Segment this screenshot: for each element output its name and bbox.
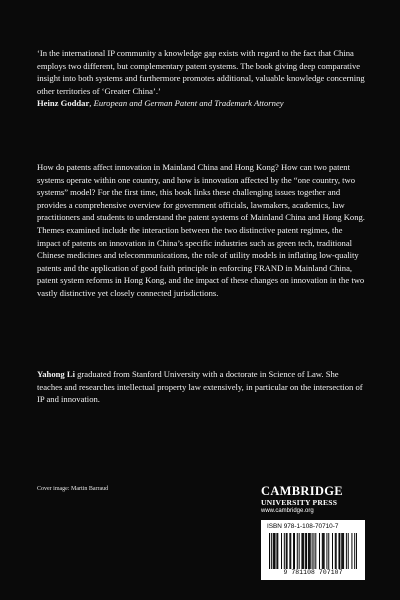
publisher-logo (261, 485, 367, 516)
endorsement-attribution: Heinz Goddar, European and German Patent and Trademark Attorney (37, 98, 284, 109)
barcode-bar (306, 533, 307, 569)
barcode-bar (338, 533, 339, 569)
cover-image-credit: Cover image: Martin Barraud (37, 486, 109, 492)
barcode-bar (322, 533, 323, 569)
publisher-name-line1: CAMBRIDGE (261, 484, 343, 498)
barcode-bar (297, 533, 298, 569)
publisher-url: www.cambridge.org (261, 508, 314, 514)
barcode-bar (351, 533, 352, 569)
barcode-bar (277, 533, 278, 569)
barcode-digits: 9 781108 707107 (283, 569, 343, 576)
barcode-bar (275, 533, 276, 569)
book-description: How do patents affect innovation in Mainland China and Hong Kong? How can two patent systems operate within one country, and how is innovation affected by the “one country, two systems” model? For the first time, this book links these challenging issues together and provides a comprehensive overview for government officials, lawmakers, academics, law practitioners and students to understand the patent systems of Mainland China and Hong Kong. Themes examined include the interaction between the two distinctive patent regimes, the impact of patents on innovation in China’s specific industries such as green tech, traditional Chinese medicines and telecommunications, the role of utility models in inflating low-quality patents and the application of good faith principle in enforcing FRAND in Mainland China, patent system reforms in Hong Kong, and the impact of these changes on innovation in the two vastly distinctive yet closely connected jurisdictions. (37, 162, 365, 298)
barcode-bar (287, 533, 288, 569)
barcode-bar (356, 533, 357, 569)
endorsement-quote: ‘In the international IP community a knowledge gap exists with regard to the fact that China employs two different, but complementary patent systems. The book giving deep comparative insight into both systems and furthermore promotes additional, valuable knowledge concerning other territories of ‘Greater China’.’ (37, 48, 365, 96)
barcode-bar (326, 533, 327, 569)
barcode-bar (335, 533, 336, 569)
barcode-bar (342, 533, 343, 569)
author-bio (37, 368, 365, 406)
isbn-barcode (261, 520, 365, 580)
barcode-bar (341, 533, 342, 569)
barcode-bar (273, 533, 274, 569)
barcode-bar (348, 533, 349, 569)
endorser-name: Heinz Goddar (37, 98, 90, 109)
endorsement-block (37, 47, 365, 110)
barcode-bar (319, 533, 320, 569)
barcode-bar (274, 533, 275, 569)
publisher-name-line2: UNIVERSITY PRESS (261, 498, 338, 507)
barcode-bar (346, 533, 347, 569)
barcode-bar (308, 533, 309, 569)
endorser-title: European and German Patent and Trademark Attorney (93, 98, 284, 109)
barcode-bar (313, 533, 314, 569)
barcode-bar (328, 533, 329, 569)
barcode-bar (336, 533, 337, 569)
barcode-bar (301, 533, 302, 569)
barcode-bar (332, 533, 333, 569)
barcode-bar (294, 533, 295, 569)
barcode-bar (271, 533, 272, 569)
barcode-bar (284, 533, 285, 569)
barcode-bar (323, 533, 324, 569)
barcode-bar (303, 533, 304, 569)
barcode-bar (302, 533, 303, 569)
barcode-bar (324, 533, 325, 569)
barcode-bar (305, 533, 306, 569)
author-bio-text: graduated from Stanford University with a doctorate in Science of Law. She teaches and researches intellectual property law extensively, in particular on the intersection of IP and innovation. (37, 369, 363, 405)
barcode-bar (289, 533, 290, 569)
barcode-bar (315, 533, 316, 569)
isbn-label: ISBN 978-1-108-70710-7 (267, 523, 339, 530)
author-name: Yahong Li (37, 369, 75, 379)
barcode-bar (293, 533, 294, 569)
barcode-bar (310, 533, 311, 569)
barcode-bars (269, 533, 357, 569)
barcode-bar (286, 533, 287, 569)
barcode-bar (269, 533, 270, 569)
barcode-bar (354, 533, 355, 569)
barcode-bar (309, 533, 310, 569)
barcode-bar (339, 533, 340, 569)
barcode-bar (299, 533, 300, 569)
barcode-bar (290, 533, 291, 569)
barcode-bar (312, 533, 313, 569)
barcode-bar (343, 533, 344, 569)
barcode-bar (276, 533, 277, 569)
barcode-bar (281, 533, 282, 569)
